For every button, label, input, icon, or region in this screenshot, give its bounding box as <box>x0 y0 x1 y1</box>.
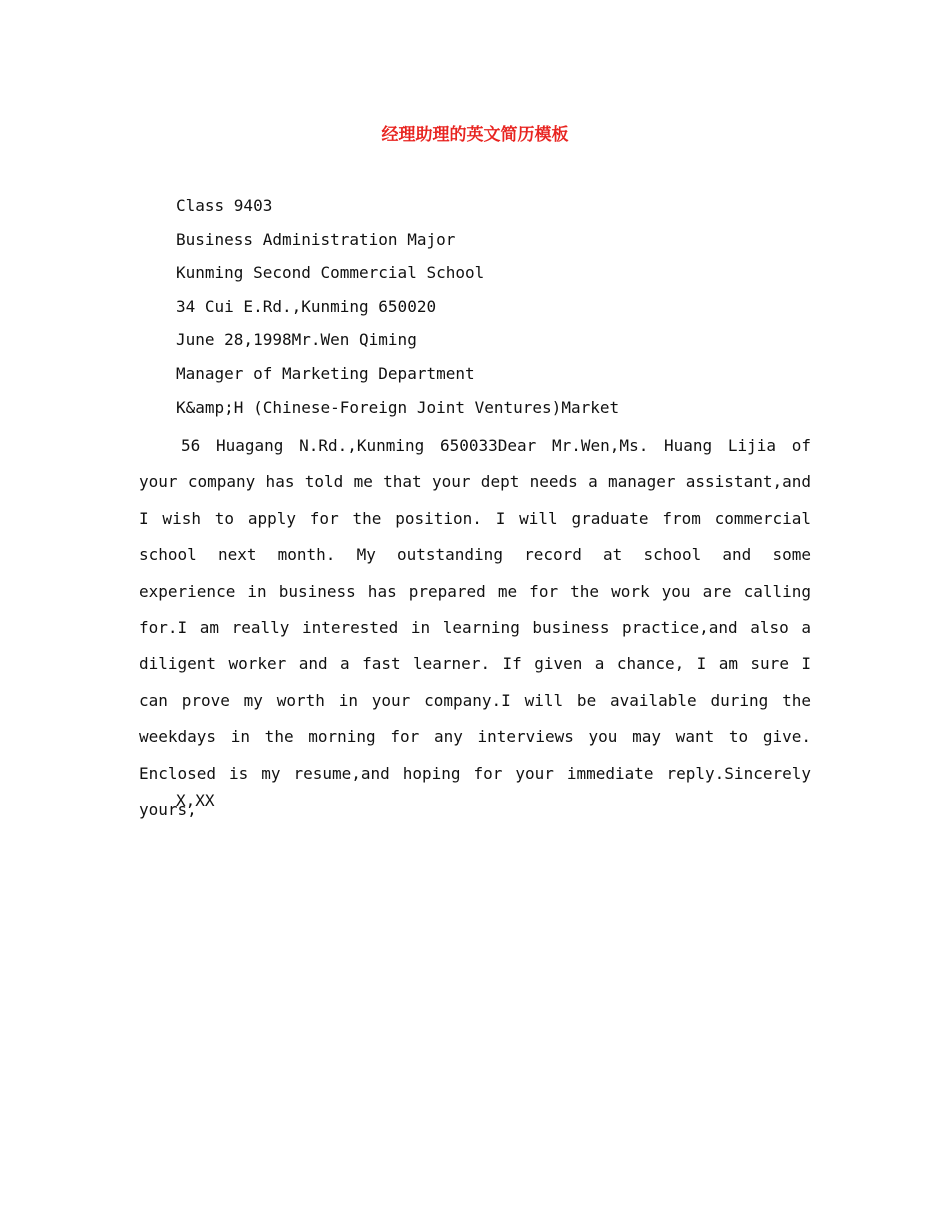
signature: X,XX <box>176 791 215 810</box>
address-line-department: Manager of Marketing Department <box>176 363 475 383</box>
address-line-street: 34 Cui E.Rd.,Kunming 650020 <box>176 296 437 316</box>
letter-body-paragraph: 56 Huagang N.Rd.,Kunming 650033Dear Mr.Wen,Ms. Huang Lijia of your company has told me that your dept needs a manager assistant,and I wish to apply for the position. I will graduate from commercial school next month. My outstanding record at school and some experience in business has prepared me for the work you are calling for.I am really interested in learning business practice,and also a diligent worker and a fast learner. If given a chance, I am sure I can prove my worth in your company.I will be available during the weekdays in the morning for any interviews you may want to give. Enclosed is my resume,and hoping for your immediate reply.Sincerely yours, <box>139 436 811 820</box>
address-line-major: Business Administration Major <box>176 229 456 249</box>
address-line-class: Class 9403 <box>176 196 273 215</box>
address-line-school: Kunming Second Commercial School <box>176 263 485 283</box>
address-line-company: K&amp;H (Chinese-Foreign Joint Ventures)Market <box>176 397 620 417</box>
document-title: 经理助理的英文简历模板 <box>381 125 569 145</box>
address-line-date-recipient: June 28,1998Mr.Wen Qiming <box>176 330 417 350</box>
address-block <box>176 194 816 429</box>
